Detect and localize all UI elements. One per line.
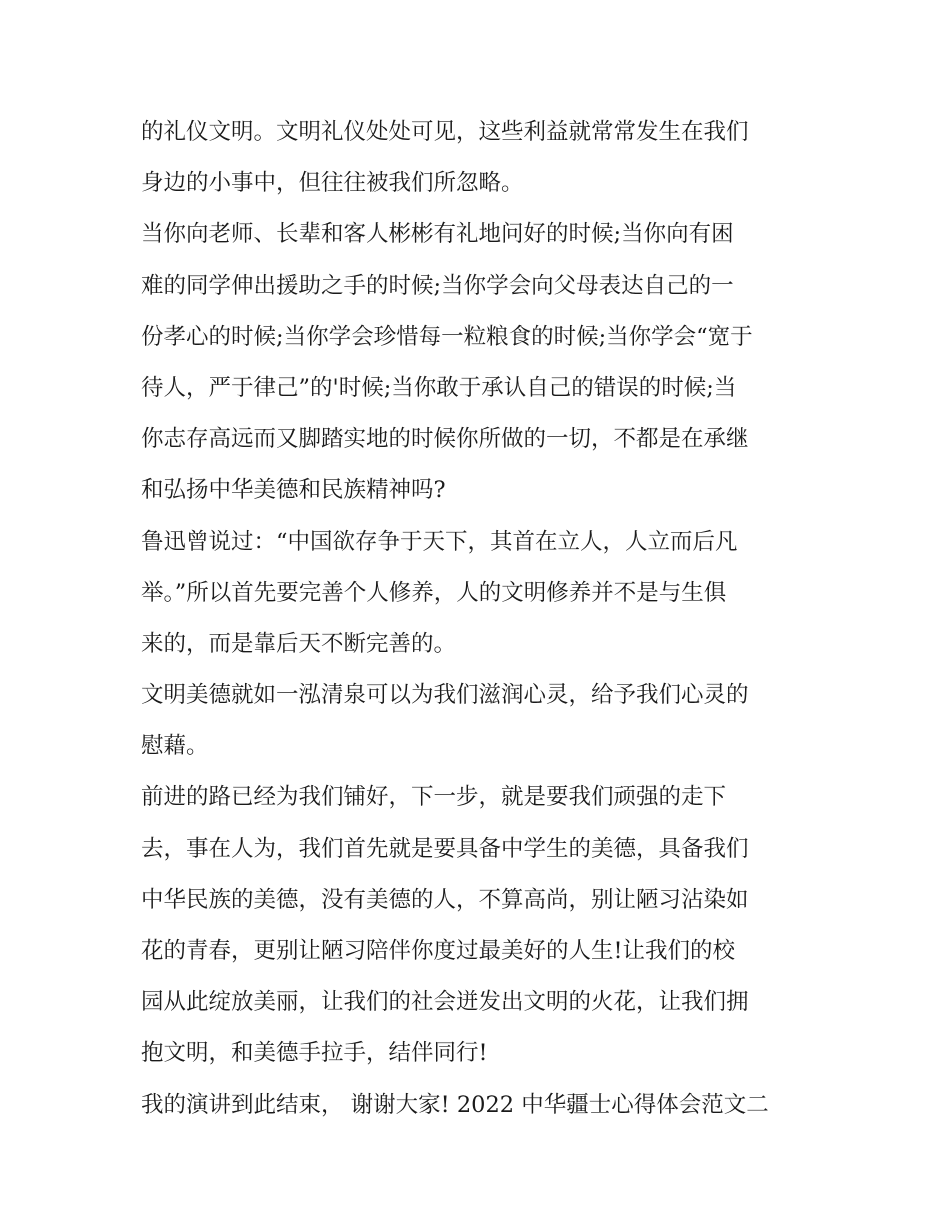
text-line: 我的演讲到此结束， 谢谢大家! 2022 中华疆士心得体会范文二 [141,1091,769,1118]
text-line: 难的同学伸出援助之手的时候;当你学会向父母表达自己的一 [141,272,734,299]
text-line: 文明美德就如一泓清泉可以为我们滋润心灵，给予我们心灵的 [141,682,749,709]
text-line: 和弘扬中华美德和民族精神吗? [141,477,446,504]
text-line: 鲁迅曾说过：“中国欲存争于天下，其首在立人，人立而后凡 [141,528,738,555]
text-line: 的礼仪文明。文明礼仪处处可见，这些利益就常常发生在我们 [141,119,749,145]
text-line: 抱文明，和美德手拉手，结伴同行! [141,1040,488,1067]
text-line: 份孝心的时候;当你学会珍惜每一粒粮食的时候;当你学会“宽于 [141,323,753,350]
text-line: 中华民族的美德，没有美德的人，不算高尚，别让陋习沾染如 [141,886,749,913]
text-line: 慰藉。 [141,733,209,760]
document-body [141,107,821,1131]
text-line: 待人，严于律己”的'时候;当你敢于承认自己的错误的时候;当 [141,374,737,401]
text-line: 身边的小事中，但往往被我们所忽略。 [141,170,524,197]
text-line: 前进的路已经为我们铺好，下一步，就是要我们顽强的走下 [141,784,727,811]
text-line: 花的青春，更别让陋习陪伴你度过最美好的人生!让我们的校 [141,938,736,964]
text-line: 园从此绽放美丽，让我们的社会迸发出文明的火花，让我们拥 [141,989,749,1016]
text-line: 去，事在人为，我们首先就是要具备中学生的美德，具备我们 [141,835,749,862]
text-line: 你志存高远而又脚踏实地的时候你所做的一切，不都是在承继 [141,426,749,453]
text-line: 来的，而是靠后天不断完善的。 [141,630,457,657]
text-line: 举。”所以首先要完善个人修养，人的文明修养并不是与生俱 [141,579,727,606]
text-line: 当你向老师、长辈和客人彬彬有礼地问好的时候;当你向有困 [141,221,734,248]
